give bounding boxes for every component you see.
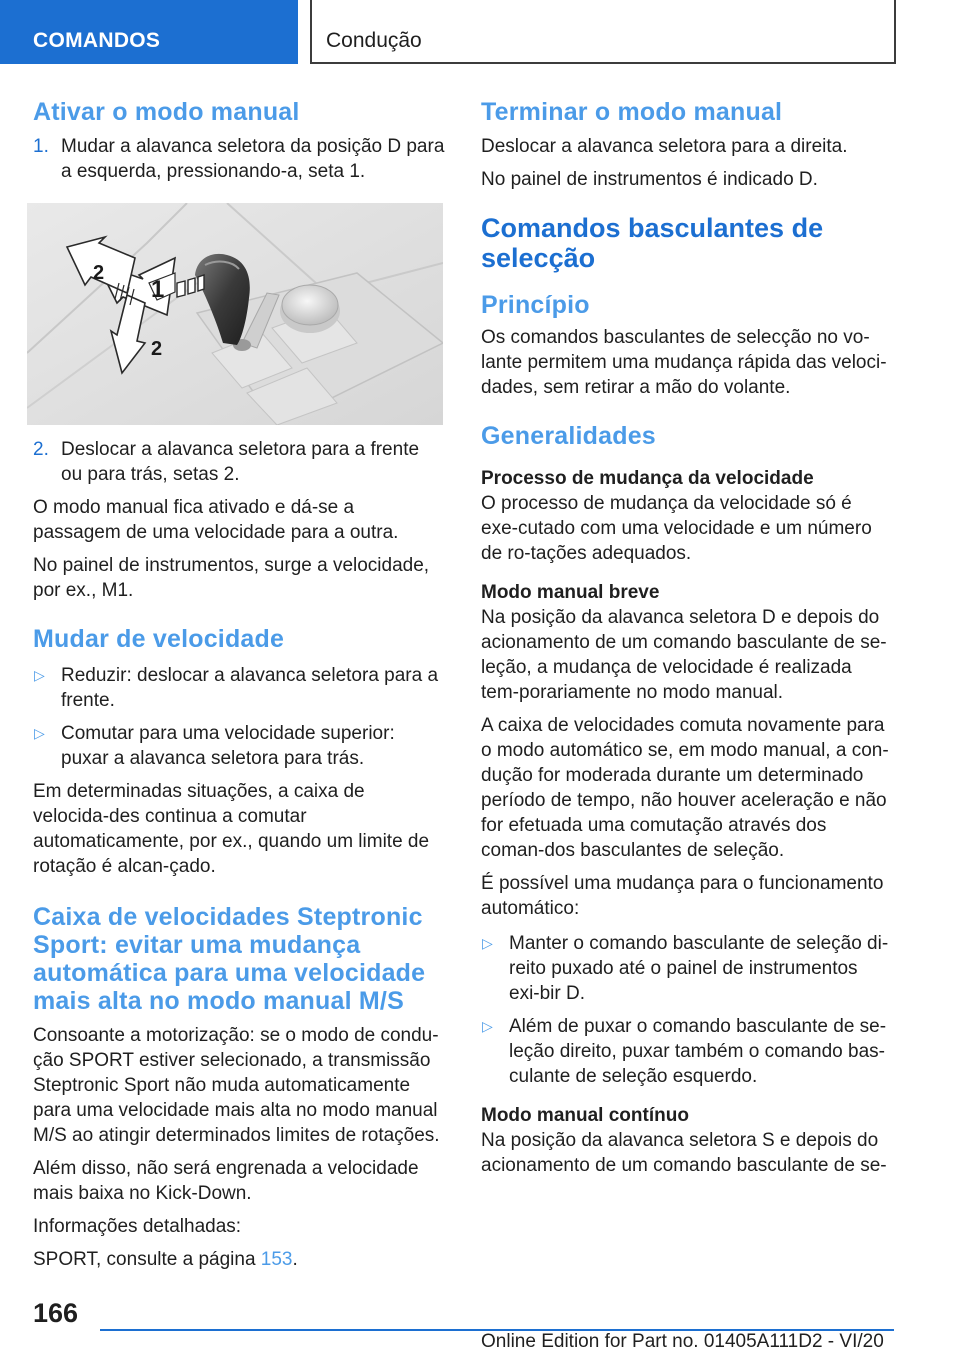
paragraph-informacoes: Informações detalhadas: xyxy=(33,1216,242,1237)
right-column xyxy=(481,98,893,1178)
heading-processo-mudanca: Processo de mudança da velocidade xyxy=(481,468,814,489)
heading-principio: Princípio xyxy=(481,291,590,319)
heading-ativar-modo-manual: Ativar o modo manual xyxy=(33,98,300,126)
step-1-number: 1. xyxy=(33,136,49,157)
paragraph-kick-down: Além disso, não será engrenada a velocidade mais baixa no Kick-Down. xyxy=(33,1158,419,1204)
bullet-reduzir xyxy=(33,663,445,713)
bullet-alem-text: Além de puxar o comando basculante de se-leção direito, puxar também o comando bas-culante de seleção esquerdo. xyxy=(509,1016,887,1087)
paragraph-principio: Os comandos basculantes de selecção no vo-lante permitem uma mudança rápida das veloci-dades, sem retirar a mão do volante. xyxy=(481,327,887,398)
step-1 xyxy=(33,134,445,184)
arrow-label-1: 1 xyxy=(151,276,165,303)
step-2-number: 2. xyxy=(33,439,49,460)
paragraph-processo: O processo de mudança da velocidade só é exe-cutado com uma velocidade e um número de ro-tações adequados. xyxy=(481,493,872,564)
bullet-comutar xyxy=(33,721,445,771)
gear-selector-illustration xyxy=(27,203,443,425)
paragraph-sport-ref xyxy=(33,1247,445,1272)
heading-steptronic-sport: Caixa de velocidades Steptronic Sport: evitar uma mudança automática para uma velocidade mais alta no modo manual M/S xyxy=(33,903,426,1015)
gear-selector-figure xyxy=(27,203,443,425)
heading-generalidades: Generalidades xyxy=(481,422,656,450)
triangle-bullet-icon: ▷ xyxy=(482,935,493,951)
bullet-manter-text: Manter o comando basculante de seleção di-reito puxado até o painel de instrumentos exi-bir D. xyxy=(509,933,889,1004)
heading-comandos-basculantes: Comandos basculantes de selecção xyxy=(481,213,824,273)
paragraph-continuo: Na posição da alavanca seletora S e depois do acionamento de um comando basculante de se- xyxy=(481,1130,887,1176)
heading-mudar-velocidade: Mudar de velocidade xyxy=(33,625,285,653)
paragraph-painel-velocidade: No painel de instrumentos, surge a velocidade, por ex., M1. xyxy=(33,555,430,601)
arrow-label-2-bottom: 2 xyxy=(151,338,163,360)
sport-ref-end: . xyxy=(292,1249,298,1270)
paragraph-possivel-mudanca: É possível uma mudança para o funcionamento automático: xyxy=(481,873,884,919)
step-2-text: Deslocar a alavanca seletora para a frente ou para trás, setas 2. xyxy=(61,439,420,485)
step-1-text: Mudar a alavanca seletora da posição D para a esquerda, pressionando-a, seta 1. xyxy=(61,136,445,182)
page-153-link[interactable]: 153 xyxy=(260,1249,293,1270)
triangle-bullet-icon: ▷ xyxy=(34,667,45,683)
bullet-alem-de-puxar xyxy=(481,1014,893,1089)
heading-modo-manual-breve: Modo manual breve xyxy=(481,582,660,603)
left-column xyxy=(33,98,445,1272)
paragraph-situacoes: Em determinadas situações, a caixa de velocida-des continua a comutar automaticamente, por ex., quando um limite de rotação é alcan-çado. xyxy=(33,781,430,877)
paragraph-deslocar-direita: Deslocar a alavanca seletora para a direita. xyxy=(481,136,848,157)
paragraph-motorizacao: Consoante a motorização: se o modo de condu-ção SPORT estiver selecionado, a transmissão Steptronic Sport não muda automaticamente para uma velocidade mais alta no modo manual M/S ao atingir determinados limites de rotações. xyxy=(33,1025,440,1146)
bullet-manter-comando xyxy=(481,931,893,1006)
bullet-comutar-text: Comutar para uma velocidade superior: puxar a alavanca seletora para trás. xyxy=(61,723,395,769)
triangle-bullet-icon: ▷ xyxy=(482,1018,493,1034)
step-2 xyxy=(33,437,445,487)
paragraph-comuta-automatico: A caixa de velocidades comuta novamente para o modo automático se, em modo manual, a con-dução for moderada durante um determinado período de tempo, não houver aceleração e não for efetuada uma comutação através dos coman-dos basculantes de seleção. xyxy=(481,715,889,861)
paragraph-modo-ativado: O modo manual fica ativado e dá-se a passagem de uma velocidade para a outra. xyxy=(33,497,399,543)
paragraph-indicado-d: No painel de instrumentos é indicado D. xyxy=(481,169,818,190)
edition-info: Online Edition for Part no. 01405A111D2 - VI/20 xyxy=(481,1331,884,1352)
chapter-tab[interactable]: Condução xyxy=(310,0,896,64)
sport-ref-text: SPORT, consulte a página xyxy=(33,1249,261,1270)
triangle-bullet-icon: ▷ xyxy=(34,725,45,741)
page-number: 166 xyxy=(33,1298,79,1328)
arrow-label-2-top: 2 xyxy=(93,262,105,284)
section-tab[interactable]: COMANDOS xyxy=(0,0,298,64)
bullet-reduzir-text: Reduzir: deslocar a alavanca seletora para a frente. xyxy=(61,665,439,711)
heading-terminar-modo-manual: Terminar o modo manual xyxy=(481,98,783,126)
page-header xyxy=(0,0,960,66)
paragraph-breve: Na posição da alavanca seletora D e depois do acionamento de um comando basculante de se-leção, a mudança de velocidade é realizada tem-porariamente no modo manual. xyxy=(481,607,887,703)
heading-modo-manual-continuo: Modo manual contínuo xyxy=(481,1105,689,1126)
